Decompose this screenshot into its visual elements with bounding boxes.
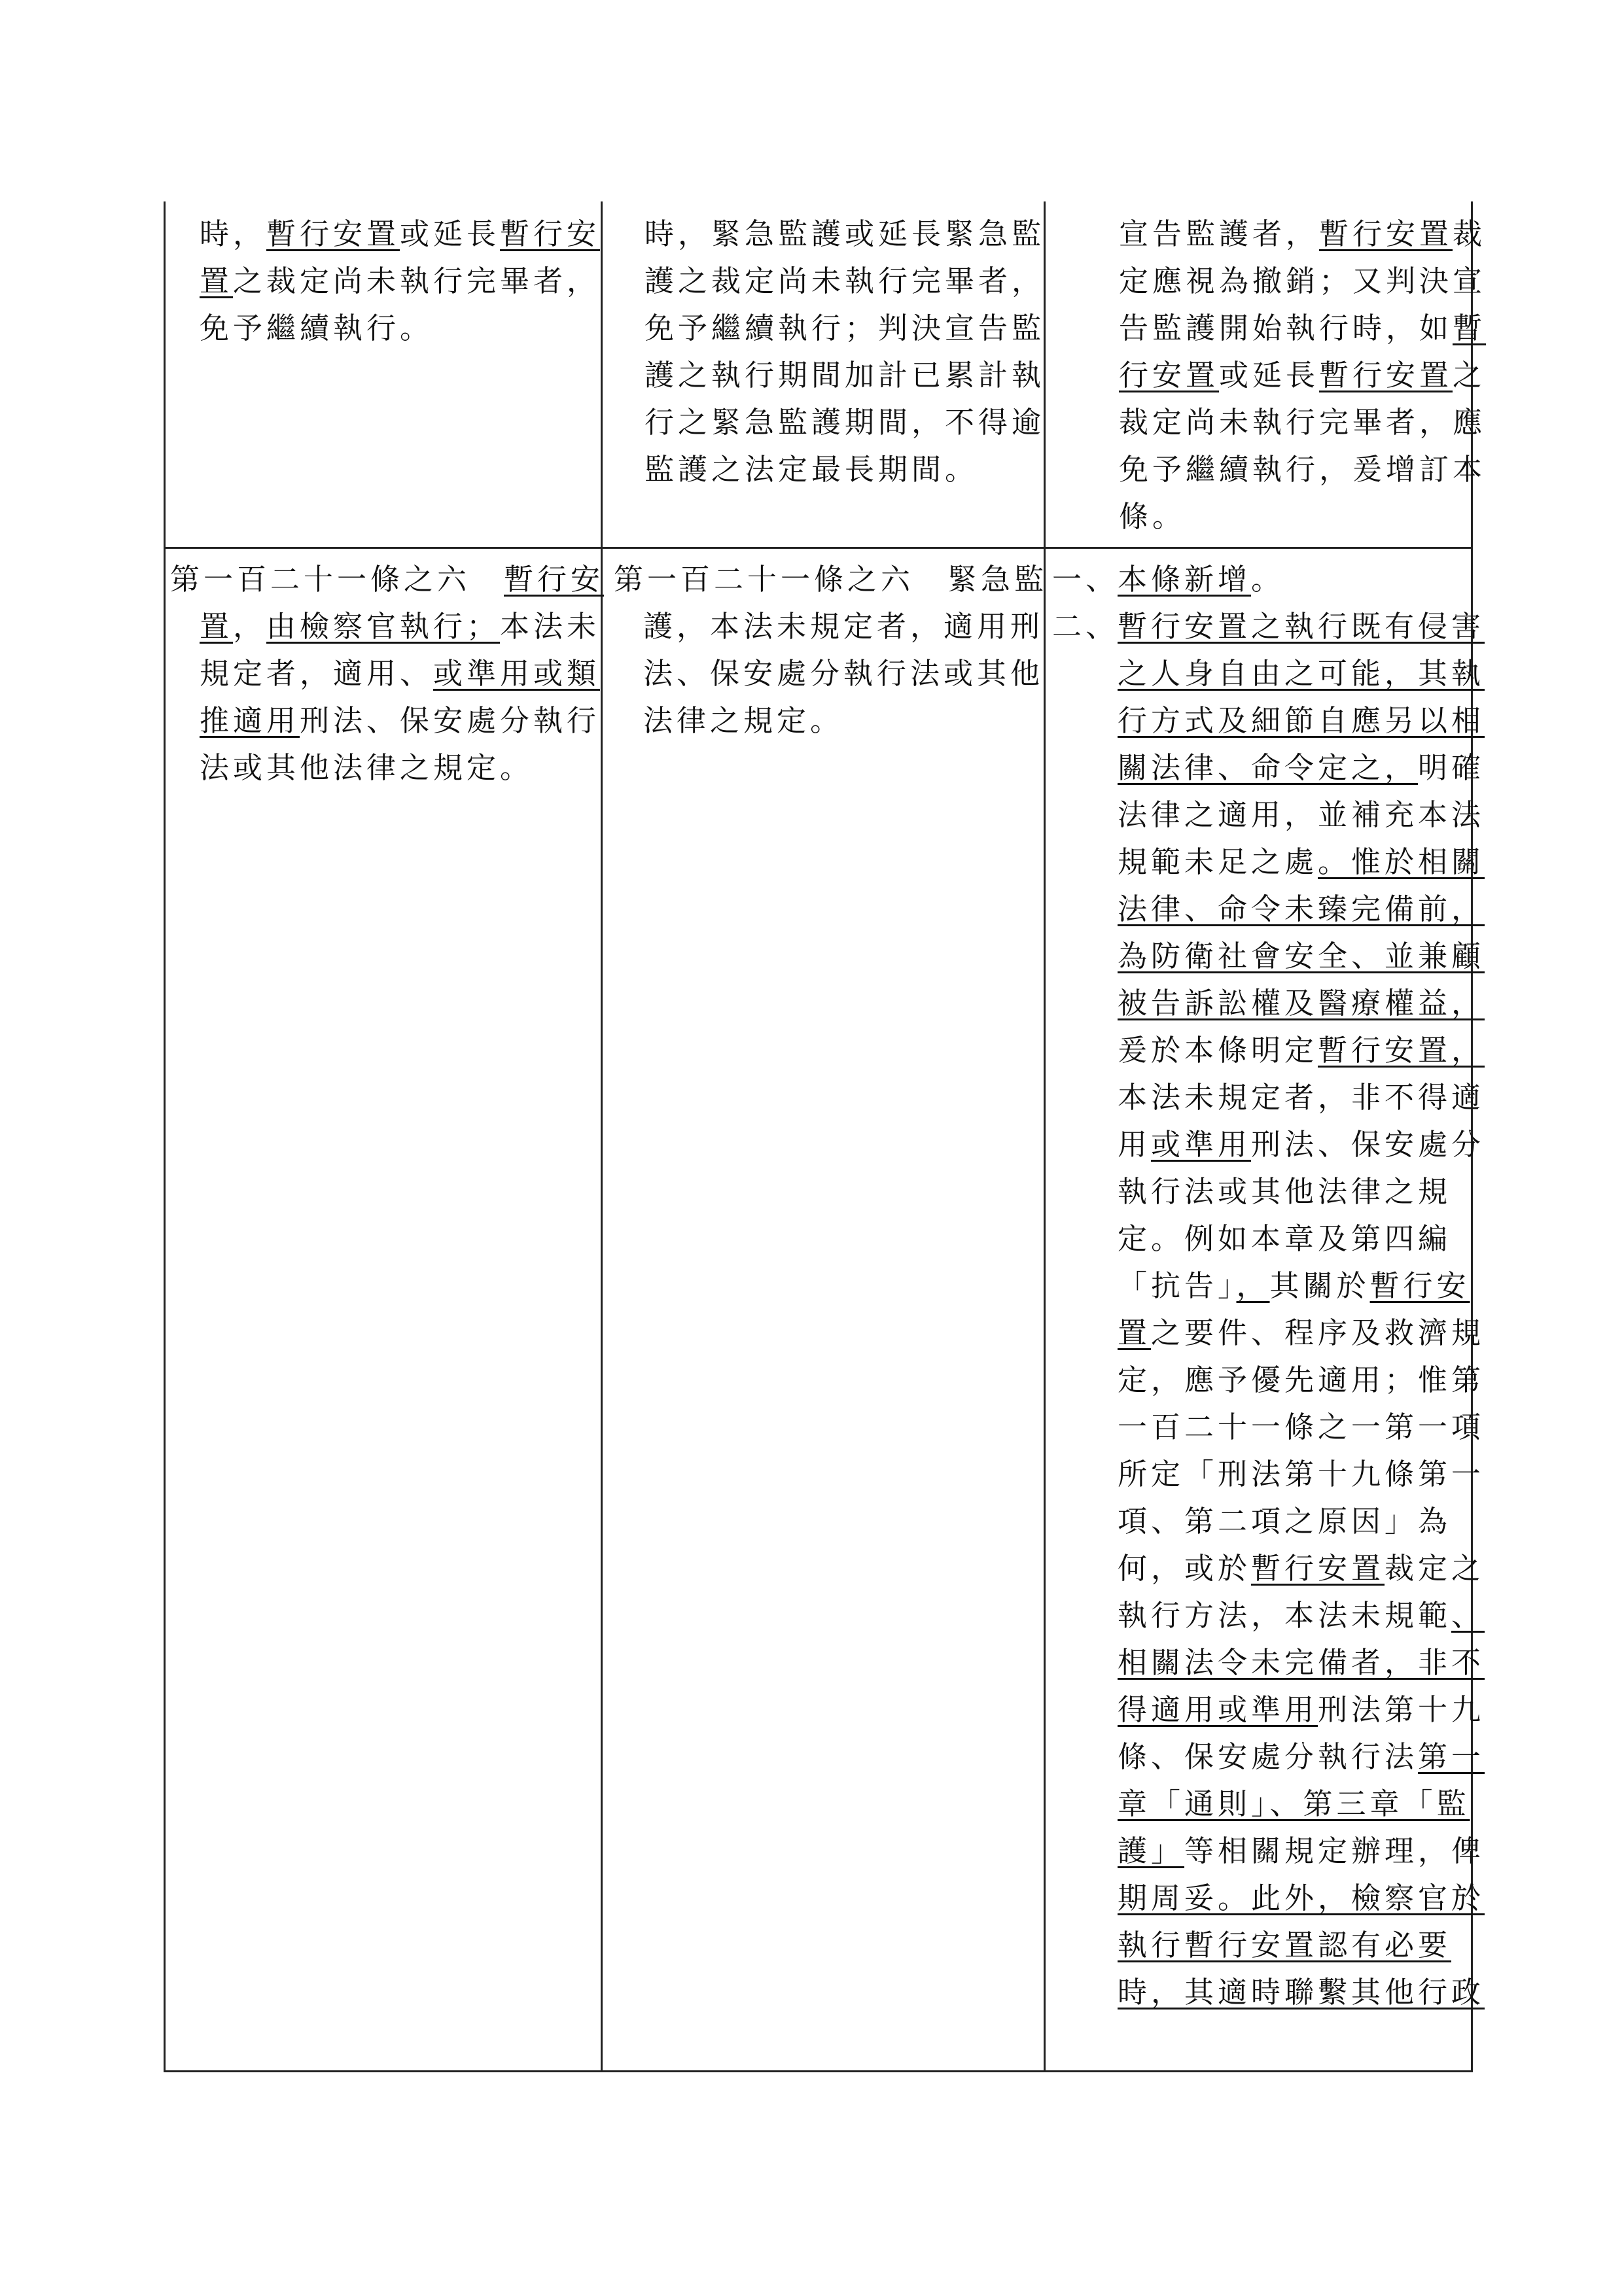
underlined-text: 暫行安置， [1318,1033,1485,1068]
text-segment: 護之執行期間加計已累計執 [644,358,1046,392]
underlined-text: 之人身自由之可能，其執 [1118,656,1485,691]
text-line [1118,697,1485,744]
text-line [170,697,604,744]
text-line [644,211,1045,258]
item-number: 二、 [1052,609,1120,644]
underlined-text: 暫行安置 [1319,358,1453,392]
text-line [614,556,1048,603]
text-segment: 之要件、程序及救濟規 [1151,1315,1485,1350]
item-body [1118,603,1485,2016]
column-divider-1 [601,201,603,2072]
underlined-text: 或準用 [1218,1692,1318,1727]
text-line [1118,1121,1485,1168]
text-line [1118,1027,1485,1074]
underlined-text: 由檢察官執行； [266,609,501,644]
text-segment: 用 [1118,1127,1152,1162]
text-segment: 定。例如本章及第四編 [1118,1221,1452,1256]
text-line [1118,1310,1485,1357]
text-line [1118,1451,1485,1498]
underlined-text: 暫行安置之執行既有侵害 [1118,609,1485,644]
text-line [1118,1686,1485,1733]
text-line [1118,1875,1485,1922]
text-line [1118,839,1485,886]
underlined-text: 得適用 [1118,1692,1218,1727]
row2-current-text [614,556,1048,744]
text-line [170,650,604,697]
text-line [1119,446,1486,493]
text-line [1118,1074,1485,1121]
text-line [1118,1828,1485,1875]
text-line [1118,1639,1485,1686]
text-line [170,603,604,650]
text-line [1119,258,1486,305]
item-body [1118,556,1284,603]
text-line [1118,933,1485,980]
text-segment: 其關於 [1269,1268,1370,1303]
text-segment: 本法未規定者，非不得適 [1118,1080,1485,1115]
text-segment: 規定者，適用、 [200,656,434,691]
text-segment: 刑法、保安處分執行 [300,703,601,738]
text-line [1118,1781,1485,1828]
underlined-text: ， [1236,1268,1270,1303]
text-line [1118,1404,1485,1451]
text-segment: 行之緊急監護期間，不得逾 [644,405,1046,440]
underlined-text: 暫 [1453,311,1487,345]
text-segment: 裁 [1453,217,1487,251]
text-line [1119,399,1486,446]
text-segment: 護，本法未規定者，適用刑 [643,609,1044,644]
underlined-text: 護」 [1118,1834,1185,1868]
text-line [1118,1357,1485,1404]
text-line [1118,1733,1485,1781]
text-line [1118,1498,1485,1545]
text-segment: 定應視為撤銷；又判決宣 [1119,264,1487,298]
text-line [1118,886,1485,933]
text-line [1118,1545,1485,1592]
text-segment: 定，應予優先適用；惟第 [1118,1363,1485,1397]
row2-amended-text [170,556,604,791]
text-line [200,211,600,258]
text-line [644,399,1045,446]
text-segment: 法律之規定。 [643,703,844,738]
text-segment: 本法未 [500,609,601,644]
text-segment: 刑法、保安處分 [1251,1127,1485,1162]
underlined-text: 為防衛社會安全、並兼顧 [1118,939,1485,973]
text-segment: 第一百二十一條之六 [170,562,504,597]
text-segment: ， [233,609,267,644]
underlined-text: 本條新增 [1118,562,1252,597]
row1-explanation-text [1119,211,1486,540]
text-segment: 法律之適用，並補充本法 [1118,797,1485,832]
underlined-text: 或準用或類 [433,656,601,691]
text-segment: 項、第二項之原因」為 [1118,1504,1452,1539]
text-segment: 規範未足之處 [1118,844,1318,879]
text-line [1118,1168,1485,1215]
text-segment: 法或其他法律之規定。 [200,750,534,785]
text-line [644,446,1045,493]
text-line [1118,603,1485,650]
underlined-text: 法律、命令未臻完備前， [1118,892,1485,926]
row-divider [164,547,1472,549]
text-line [1118,1969,1485,2016]
text-segment: 監護之法定最長期間。 [644,452,979,487]
underlined-text: 非不 [1418,1645,1485,1680]
text-segment: 宣告監護者， [1119,217,1320,251]
row2-explanation-list [1052,556,1485,2061]
text-segment: 裁定尚未執行完畢者，應 [1119,405,1487,440]
text-line [1118,1262,1485,1310]
table-border-left [164,201,166,2072]
underlined-text: 暫行安置 [266,217,400,251]
text-segment: 所定「刑法第十九條第一 [1118,1457,1485,1491]
text-segment: 免予繼續執行。 [200,311,434,345]
text-line [1118,556,1284,603]
underlined-text: 行方式及細節自應另以相 [1118,703,1485,738]
underlined-text: 暫行安置 [1251,1551,1385,1586]
underlined-text: 時，其適時聯繫其他行政 [1118,1975,1485,2009]
item-number: 一、 [1052,562,1120,597]
underlined-text: 暫行安 [500,217,601,251]
text-segment: 一百二十一條之一第一項 [1118,1410,1485,1444]
text-line [1118,1215,1485,1262]
text-line [1118,791,1485,839]
text-line [644,258,1045,305]
underlined-text: 暫行安置 [1319,217,1453,251]
table-border-bottom [164,2070,1472,2072]
text-line [1119,211,1486,258]
text-line [1118,744,1485,791]
text-segment: 執行方法，本法未規範 [1118,1598,1452,1633]
text-segment: 護之裁定尚未執行完畢者， [644,264,1046,298]
text-line [1119,305,1486,352]
text-segment: 爰於本條明定 [1118,1033,1318,1068]
text-line [1118,1922,1485,1969]
underlined-text: 行安置 [1119,358,1220,392]
underlined-text: 執行暫行安置認有必要 [1118,1928,1452,1962]
text-line [644,352,1045,399]
text-line [170,556,604,603]
text-segment: 之裁定尚未執行完畢者， [233,264,601,298]
text-segment: 「抗告」 [1118,1268,1237,1303]
underlined-text: 關法律、命令定之， [1118,750,1419,785]
text-segment: 。 [1251,562,1285,597]
text-segment: 裁定之 [1385,1551,1485,1586]
underlined-text: 置 [1118,1315,1152,1350]
underlined-text: 暫行安 [1369,1268,1470,1303]
underlined-text: 相關法令未完備者， [1118,1645,1419,1680]
text-segment: 或延長 [1219,358,1320,392]
text-line [1118,980,1485,1027]
text-line [1119,352,1486,399]
text-line [614,650,1048,697]
row1-current-text [644,211,1045,493]
text-segment: 免予繼續執行；判決宣告監 [644,311,1046,345]
text-segment: 刑法第十九 [1318,1692,1485,1727]
text-line [1119,493,1486,540]
text-line [614,697,1048,744]
text-line [200,305,600,352]
underlined-text: 、 [1451,1598,1485,1633]
text-segment: 條。 [1119,499,1186,534]
underlined-text: 章「通則」 [1118,1786,1270,1821]
text-segment: 或延長 [400,217,501,251]
text-segment: 條、保安處分執行法 [1118,1739,1419,1774]
text-segment: 告監護開始執行時，如 [1119,311,1453,345]
text-line [644,305,1045,352]
text-segment: 等相關規定辦理，俾 [1184,1834,1485,1868]
text-segment: 第一百二十一條之六 緊急監 [614,562,1048,597]
underlined-text: 、第三章「監 [1269,1786,1470,1821]
text-line [170,744,604,791]
text-segment: 何，或於 [1118,1551,1252,1586]
underlined-text: 暫行安 [504,562,605,597]
text-segment: 時，緊急監護或延長緊急監 [644,217,1046,251]
row1-amended-text [200,211,600,352]
text-segment: 執行法或其他法律之規 [1118,1174,1452,1209]
text-line [1118,1592,1485,1639]
underlined-text: 或準用 [1151,1127,1252,1162]
text-segment: 法、保安處分執行法或其他 [643,656,1044,691]
underlined-text: 置 [200,264,234,298]
underlined-text: 第一 [1418,1739,1485,1774]
underlined-text: 置 [200,609,234,644]
underlined-text: 期周妥。此外，檢察官於 [1118,1881,1485,1915]
comparison-table [164,201,1487,2072]
underlined-text: 推適用 [200,703,300,738]
text-segment: 免予繼續執行，爰增訂本 [1119,452,1487,487]
text-segment: 時， [200,217,267,251]
text-line [200,258,600,305]
underlined-text: 。惟於相關 [1318,844,1485,879]
underlined-text: 被告訴訟權及醫療權益， [1118,986,1485,1020]
text-line [1118,650,1485,697]
text-segment: 之 [1453,358,1487,392]
text-line [614,603,1048,650]
text-segment: 明確 [1418,750,1485,785]
